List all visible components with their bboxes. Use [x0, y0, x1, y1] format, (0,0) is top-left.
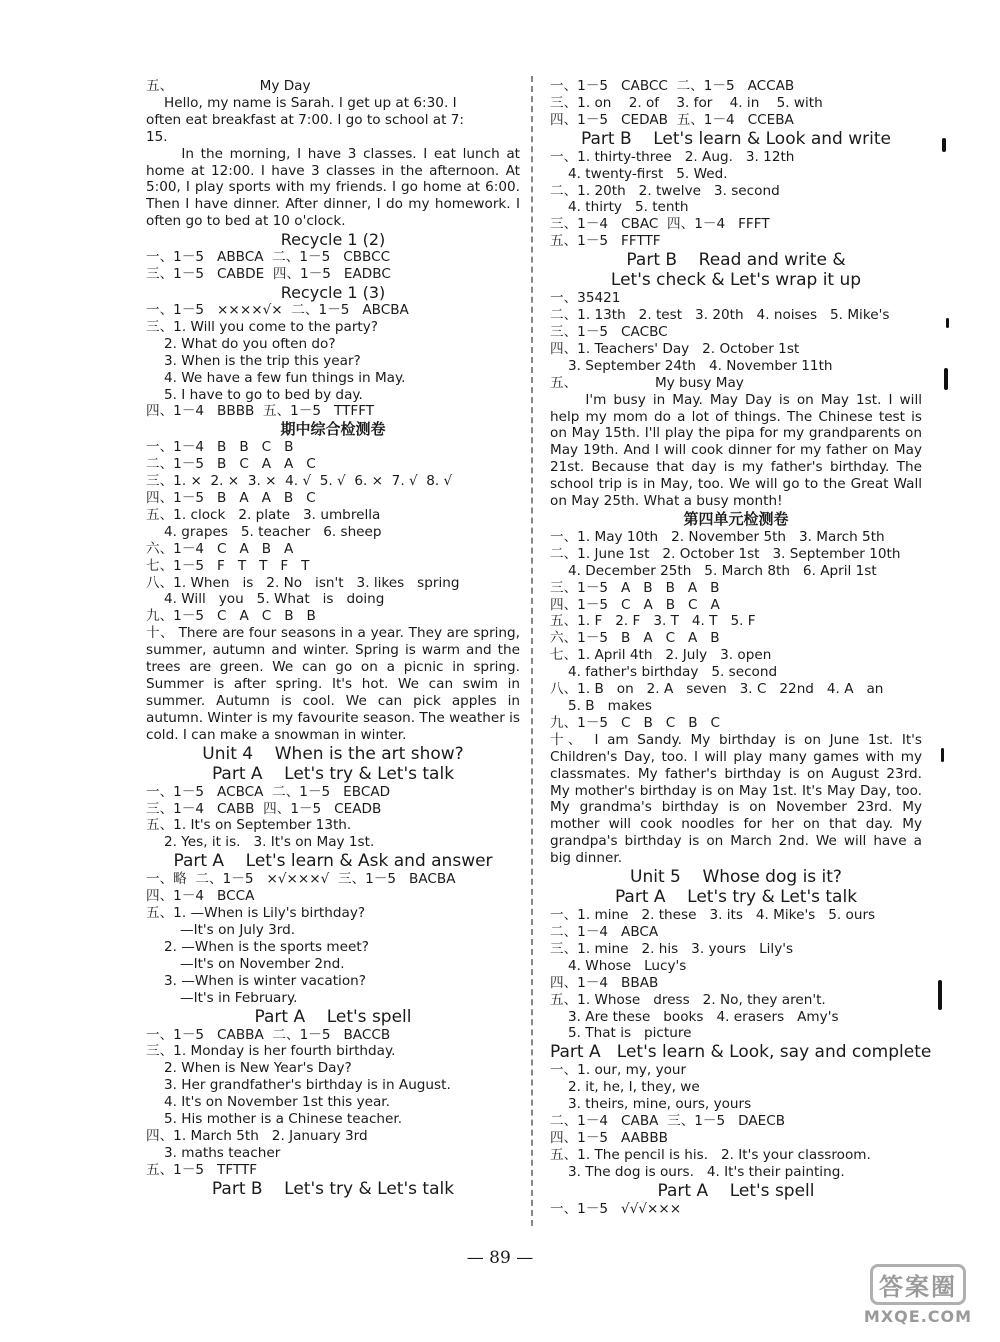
answer-line: 2. —When is the sports meet? [164, 938, 369, 955]
answer-line: 二、1. 13th 2. test 3. 20th 4. noises 5. Mike's [550, 307, 890, 324]
answer-line: 八、1. B on 2. A seven 3. C 22nd 4. A an [550, 681, 884, 698]
column-divider [531, 76, 533, 1226]
answer-line: 5. I have to go to bed by day. [164, 386, 363, 403]
answer-line: 2. Yes, it is. 3. It's on May 1st. [164, 834, 375, 851]
answer-line: 五、1. —When is Lily's birthday? [146, 905, 366, 922]
page-number: — 89 — [466, 1248, 534, 1268]
scan-mark [938, 980, 942, 1010]
answer-line: 二、1－4 CABA 三、1－5 DAECB [550, 1113, 786, 1130]
answer-line: 4. grapes 5. teacher 6. sheep [164, 523, 382, 540]
answer-line: 七、1. April 4th 2. July 3. open [550, 647, 772, 664]
answer-line: 三、1. on 2. of 3. for 4. in 5. with [550, 94, 823, 111]
answer-line: 四、1. March 5th 2. January 3rd [146, 1127, 368, 1144]
answer-paragraph: In the morning, I have 3 classes. I eat lunch at home at 12:00. I have 3 classes in the afternoon. At 5:00, I play sports with my friends. I go home at 6:00. Then I have dinner. After dinner, I do my homework. I often go to bed at 10 o'clock. [146, 145, 520, 230]
answer-line: 3. Her grandfather's birthday is in August. [164, 1077, 451, 1094]
section-heading: Part A Let's spell [657, 1180, 815, 1201]
answer-line: 三、1. mine 2. his 3. yours Lily's [550, 940, 794, 957]
answer-line: 五、 My busy May [550, 374, 744, 391]
answer-paragraph: I'm busy in May. May Day is on May 1st. I will help my mom do a lot of things. The Chinese test is on May 15th. I'll play the pipa for my grandparents on May 19th. And I will cook dinner for my father on May 21st. Because that day is my father's birthday. The school trip is in May, too. We will go to the Great Wall on May 25th. What a busy month! [550, 391, 922, 510]
answer-line: 2. When is New Year's Day? [164, 1060, 352, 1077]
answer-line: 一、1. May 10th 2. November 5th 3. March 5th [550, 528, 885, 545]
answer-line: 一、略 二、1－5 ×√×××√ 三、1－5 BACBA [146, 871, 456, 888]
section-heading: Part A Let's learn & Look, say and complete [550, 1042, 932, 1063]
answer-line: 五、1. Whose dress 2. No, they aren't. [550, 991, 826, 1008]
answer-paragraph: 十、 There are four seasons in a year. They are spring, summer, autumn and winter. Spring is warm and the trees are green. We can go on a picnic in spring. Summer is after spring. It's hot. We can swim in summer. Autumn is cool. We can pick apples in autumn. Winter is my favourite season. The weather is cold. I can make a snowman in winter. [146, 625, 520, 743]
answer-line: 四、1. Teachers' Day 2. October 1st [550, 340, 800, 357]
answer-line: 三、1. Monday is her fourth birthday. [146, 1043, 396, 1060]
right-column [550, 78, 932, 1218]
answer-line: 一、1. our, my, your [550, 1062, 687, 1079]
watermark-url: MXQE.COM [863, 1307, 973, 1326]
answer-line: 六、1－5 B A C A B [550, 630, 720, 647]
answer-line: 二、1－5 B C A A C [146, 456, 316, 473]
answer-line: 九、1－5 C B C B C [550, 714, 721, 731]
answer-line: —It's on November 2nd. [180, 955, 345, 972]
answer-line: 六、1－4 C A B A [146, 540, 294, 557]
answer-line: 五、 My Day [146, 78, 311, 94]
answer-line: 3. September 24th 4. November 11th [568, 357, 833, 374]
answer-line: 五、1. F 2. F 3. T 4. T 5. F [550, 613, 756, 630]
section-heading: Part A Let's learn & Ask and answer [173, 851, 493, 872]
answer-line: 一、1. thirty-three 2. Aug. 3. 12th [550, 148, 795, 165]
answer-line: 4. December 25th 5. March 8th 6. April 1st [568, 562, 877, 579]
answer-line: 二、1. 20th 2. twelve 3. second [550, 182, 780, 199]
answer-line: 5. That is picture [568, 1025, 692, 1042]
answer-line: 三、1－5 CABDE 四、1－5 EADBC [146, 266, 391, 283]
answer-line: 5. B makes [568, 698, 652, 714]
answer-line: 五、1－5 FFTTF [550, 233, 661, 250]
answer-line: 一、1. mine 2. these 3. its 4. Mike's 5. ours [550, 907, 876, 924]
answer-line: 4. thirty 5. tenth [568, 199, 689, 216]
section-heading: Part B Let's try & Let's talk [211, 1178, 455, 1199]
answer-line: 一、1－5 √√√××× [550, 1200, 682, 1217]
section-heading: Unit 5 Whose dog is it? [630, 867, 842, 888]
answer-line: 三、1. Will you come to the party? [146, 318, 379, 335]
answer-line: 五、1. clock 2. plate 3. umbrella [146, 506, 381, 523]
answer-line: 4. father's birthday 5. second [568, 664, 778, 681]
answer-line: 3. Are these books 4. erasers Amy's [568, 1008, 839, 1025]
section-heading: Unit 4 When is the art show? [202, 743, 464, 764]
section-heading: Part B Let's learn & Look and write [581, 128, 891, 149]
answer-line: often eat breakfast at 7:00. I go to school at 7: [146, 111, 464, 128]
answer-line: 5. His mother is a Chinese teacher. [164, 1111, 403, 1128]
scan-mark [942, 138, 946, 152]
answer-line: 五、1－5 TFTTF [146, 1161, 258, 1178]
section-heading: Recycle 1 (2) [280, 230, 386, 250]
answer-line: 四、1－5 AABBB [550, 1129, 668, 1146]
answer-line: 4. Whose Lucy's [568, 957, 687, 974]
answer-line: 2. it, he, I, they, we [568, 1079, 700, 1096]
scan-mark [944, 368, 948, 390]
answer-line: 一、1－5 ACBCA 二、1－5 EBCAD [146, 783, 391, 800]
section-heading: Part A Let's try & Let's talk [614, 887, 858, 908]
answer-line: 三、1－5 A B B A B [550, 579, 720, 596]
answer-line: 三、1－5 CACBC [550, 323, 668, 340]
section-heading: Let's check & Let's wrap it up [610, 270, 862, 291]
answer-line: 4. Will you 5. What is doing [164, 591, 385, 608]
answer-line: 4. twenty-first 5. Wed. [568, 165, 728, 182]
answer-line: 四、1－5 CEDAB 五、1－4 CCEBA [550, 111, 794, 128]
answer-line: 2. What do you often do? [164, 335, 336, 352]
answer-line: 3. theirs, mine, ours, yours [568, 1096, 752, 1113]
answer-line: 八、1. When is 2. No isn't 3. likes spring [146, 574, 460, 591]
answer-line: —It's in February. [180, 989, 298, 1006]
answer-line: 四、1－4 BBBB 五、1－5 TTFFT [146, 403, 375, 420]
answer-line: 七、1－5 F T T F T [146, 557, 310, 574]
answer-line: 二、1－4 ABCA [550, 923, 659, 940]
section-heading: Part B Read and write & [626, 250, 846, 271]
answer-line: 五、1. The pencil is his. 2. It's your classroom. [550, 1146, 871, 1163]
answer-line: 一、1－5 ABBCA 二、1－5 CBBCC [146, 249, 391, 266]
answer-line: 五、1. It's on September 13th. [146, 817, 352, 834]
answer-line: 3. When is the trip this year? [164, 352, 361, 369]
answer-line: 一、1－4 B B C B [146, 439, 294, 456]
answer-line: 四、1－5 B A A B C [146, 490, 316, 507]
section-heading: Part A Let's try & Let's talk [211, 763, 455, 784]
answer-line: 四、1－4 BBAB [550, 974, 659, 991]
section-heading: Part A Let's spell [254, 1006, 412, 1027]
answer-line: 九、1－5 C A C B B [146, 608, 316, 625]
answer-line: 一、35421 [550, 290, 621, 307]
answer-line: Hello, my name is Sarah. I get up at 6:30. I [164, 94, 457, 111]
left-column [146, 78, 520, 1199]
answer-line: 一、1－5 ××××√× 二、1－5 ABCBA [146, 301, 409, 318]
watermark-logo-text: 答案圈 [870, 1264, 966, 1305]
answer-line: —It's on July 3rd. [180, 921, 296, 938]
answer-line: 四、1－5 C A B C A [550, 596, 720, 613]
answer-line: 三、1. × 2. × 3. × 4. √ 5. √ 6. × 7. √ 8. √ [146, 473, 453, 490]
answer-line: 一、1－5 CABBA 二、1－5 BACCB [146, 1026, 391, 1043]
answer-line: 三、1－4 CBAC 四、1－4 FFFT [550, 216, 770, 233]
section-heading: Recycle 1 (3) [280, 282, 386, 302]
answer-line: 四、1－4 BCCA [146, 888, 255, 905]
section-heading: 第四单元检测卷 [683, 509, 789, 528]
scan-mark [941, 748, 944, 762]
answer-line: 15. [146, 128, 168, 145]
answer-line: 一、1－5 CABCC 二、1－5 ACCAB [550, 78, 795, 94]
answer-line: 三、1－4 CABB 四、1－5 CEADB [146, 800, 382, 817]
watermark-logo [848, 1264, 988, 1330]
answer-line: 4. It's on November 1st this year. [164, 1094, 390, 1111]
section-heading: 期中综合检测卷 [280, 420, 386, 439]
scan-mark [946, 318, 949, 328]
answer-line: 3. The dog is ours. 4. It's their painting. [568, 1163, 845, 1180]
answer-line: 4. We have a few fun things in May. [164, 369, 406, 386]
answer-line: 3. —When is winter vacation? [164, 972, 366, 989]
answer-line: 二、1. June 1st 2. October 1st 3. September 10th [550, 545, 901, 562]
answer-paragraph: 十、 I am Sandy. My birthday is on June 1st. It's Children's Day, too. I will play many games with my classmates. My father's birthday is on August 23rd. My mother's birthday is on May 1st. It's May Day, too. My grandma's birthday is on November 23rd. My mother will cook noodles for her on that day. My grandpa's birthday is on March 2nd. We will have a big dinner. [550, 731, 922, 867]
answer-line: 3. maths teacher [164, 1144, 281, 1161]
